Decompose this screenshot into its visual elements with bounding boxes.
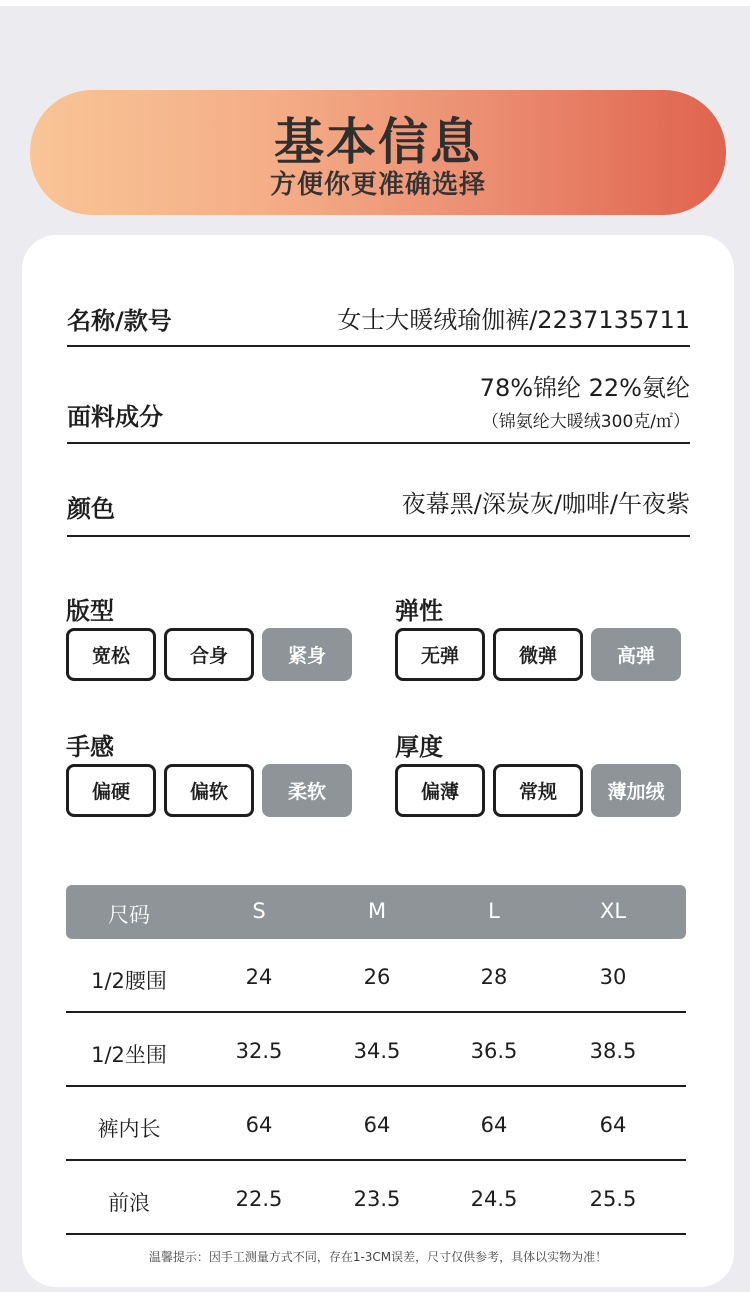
table-cell: 24.5 [470,1187,518,1211]
elasticity-option-none[interactable]: 无弹 [395,628,485,681]
fit-label: 版型 [66,597,114,625]
info-row-name [67,285,690,347]
table-cell: 26 [363,965,391,989]
table-cell: 64 [599,1113,627,1137]
table-cell: 36.5 [470,1039,518,1063]
table-row [66,1161,686,1235]
size-header-xl: XL [599,899,627,923]
banner-title: 基本信息 [274,113,482,171]
thickness-option-fleece[interactable]: 薄加绒 [591,764,681,817]
info-row-color [67,444,690,537]
elasticity-label: 弹性 [395,597,443,625]
elasticity-option-high[interactable]: 高弹 [591,628,681,681]
row-label: 1/2腰围 [91,969,167,993]
feel-option-very-soft[interactable]: 柔软 [262,764,352,817]
color-label: 颜色 [67,495,115,523]
row-label: 前浪 [108,1191,150,1215]
feel-option-hard[interactable]: 偏硬 [66,764,156,817]
fabric-value: 78%锦纶 22%氨纶 [479,374,690,402]
feel-option-soft[interactable]: 偏软 [164,764,254,817]
table-cell: 64 [245,1113,273,1137]
info-row-fabric [67,347,690,444]
table-cell: 64 [363,1113,391,1137]
top-strip [0,0,750,6]
size-header-l: L [488,899,500,923]
table-cell: 23.5 [353,1187,401,1211]
size-header-label: 尺码 [108,903,150,927]
table-cell: 24 [245,965,273,989]
info-card [22,235,734,1287]
table-cell: 38.5 [589,1039,637,1063]
table-cell: 32.5 [235,1039,283,1063]
table-row [66,1087,686,1161]
header-banner [30,90,726,215]
fit-option-loose[interactable]: 宽松 [66,628,156,681]
size-header-s: S [252,899,266,923]
fit-option-tight[interactable]: 紧身 [262,628,352,681]
table-cell: 30 [599,965,627,989]
table-cell: 34.5 [353,1039,401,1063]
size-header-m: M [367,899,387,923]
row-label: 1/2坐围 [91,1043,167,1067]
row-label: 裤内长 [97,1117,161,1141]
name-label: 名称/款号 [67,307,172,335]
fabric-label: 面料成分 [67,403,163,431]
thickness-option-regular[interactable]: 常规 [493,764,583,817]
elasticity-option-slight[interactable]: 微弹 [493,628,583,681]
name-value: 女士大暖绒瑜伽裤/2237135711 [337,306,690,334]
table-cell: 28 [480,965,508,989]
banner-subtitle: 方便你更准确选择 [269,170,486,200]
table-cell: 22.5 [235,1187,283,1211]
table-cell: 25.5 [589,1187,637,1211]
feel-label: 手感 [66,733,114,761]
table-row [66,939,686,1013]
thickness-label: 厚度 [395,733,443,761]
table-cell: 64 [480,1113,508,1137]
color-value: 夜幕黑/深炭灰/咖啡/午夜紫 [401,490,690,518]
table-row [66,1013,686,1087]
measurement-note: 温馨提示：因手工测量方式不同，存在1-3CM误差，尺寸仅供参考，具体以实物为准！ [148,1250,608,1264]
fit-option-regular[interactable]: 合身 [164,628,254,681]
thickness-option-thin[interactable]: 偏薄 [395,764,485,817]
size-table-header [66,885,686,939]
fabric-detail: （锦氨纶大暖绒300克/㎡） [481,412,690,432]
